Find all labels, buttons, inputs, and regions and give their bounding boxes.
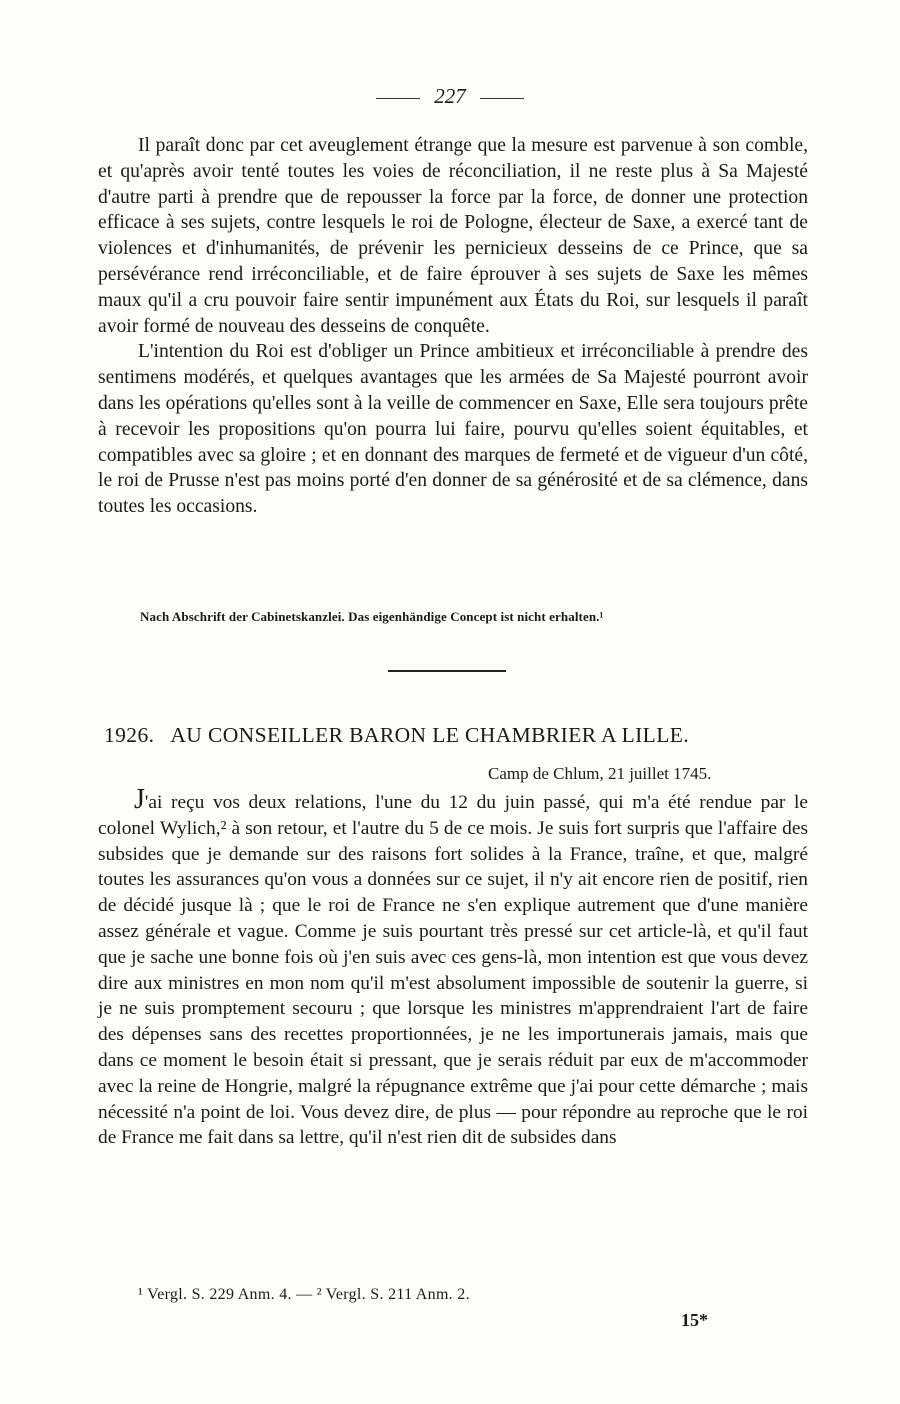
header-dash-left <box>376 98 420 99</box>
document-number: 1926. <box>104 723 155 747</box>
source-note: Nach Abschrift der Cabinetskanzlei. Das eigenhändige Concept ist nicht erhalten.¹ <box>140 609 604 624</box>
footnotes: ¹ Vergl. S. 229 Anm. 4. — ² Vergl. S. 211 Anm. 2. <box>138 1286 470 1303</box>
letter-text: 'ai reçu vos deux relations, l'une du 12 du juin passé, qui m'a été rendue par le colonel Wylich,² à son retour, et l'autre du 5 de ce mois. Je suis fort surpris que l'affaire des subsides que je demande sur des raisons fort solides à la France, traîne, et que, malgré toutes les assurances qu'on vous a données sur ce sujet, il n'y ait encore rien de positif, rien de décidé jusque là ; que le roi de France ne s'en explique autrement que d'une manière assez générale et vague. Comme je suis pourtant très pressé sur cet article-là, et qu'il faut que je sache une bonne fois où j'en suis avec ces gens-là, mon intention est que vous devez dire aux ministres en mon nom qu'il m'est absolument impossible de soutenir la guerre, si je ne suis promptement secouru ; que lorsque les ministres m'apprendraient l'art de faire des dépenses sans des recettes proportionnées, je ne les importunerais jamais, mais que dans ce moment le besoin était si pressant, que je serais réduit par eux de m'accommoder avec la reine de Hongrie, malgré la répugnance extrême que j'ai pour cette démarche ; mais nécessité n'a point de loi. Vous devez dire, de plus — pour répondre au reproche que le roi de France me fait dans sa lettre, qu'il n'est rien dit de subsides dans <box>98 792 808 1149</box>
paragraph: Il paraît donc par cet aveuglement étrange que la mesure est parvenue à son comble, et qu'après avoir tenté toutes les voies de réconciliation, il ne reste plus à Sa Majesté d'autre parti à prendre que de repousser la force par la force, de donner une protection efficace à ses sujets, contre lesquels le roi de Pologne, électeur de Saxe, a exercé tant de violences et d'inhumanités, de prévenir les pernicieux desseins de ce Prince, que sa persévérance rend irréconciliable, et de faire éprouver à ses sujets de Saxe les mêmes maux qu'il a cru pouvoir faire sentir impunément aux États du Roi, sur lesquels il paraît avoir formé de nouveau des desseins de conquête. <box>98 135 808 337</box>
letter-paragraph <box>98 784 808 1151</box>
signature-mark: 15* <box>681 1310 708 1330</box>
page-header <box>0 84 900 109</box>
drop-cap: J <box>134 784 145 815</box>
page-number: 227 <box>434 84 466 108</box>
paragraph: L'intention du Roi est d'obliger un Prince ambitieux et irréconciliable à prendre des sentimens modérés, et quelques avantages que les armées de Sa Majesté pourront avoir dans les opérations qu'elles sont à la veille de commencer en Saxe, Elle sera toujours prête à recevoir les propositions qu'on pourra lui faire, pourvu qu'elles soient équitables, et compatibles avec sa gloire ; et en donnant des marques de fermeté et de vigueur d'un côté, le roi de Prusse n'est pas moins porté d'en donner de sa générosité et de sa clémence, dans toutes les occasions. <box>98 341 808 518</box>
document-heading <box>104 723 824 748</box>
dateline: Camp de Chlum, 21 juillet 1745. <box>488 764 712 783</box>
section-2-body <box>98 784 808 1151</box>
header-dash-right <box>480 98 524 99</box>
section-divider <box>388 670 506 672</box>
section-1-body <box>98 133 808 520</box>
document-title: AU CONSEILLER BARON LE CHAMBRIER A LILLE. <box>170 723 690 747</box>
